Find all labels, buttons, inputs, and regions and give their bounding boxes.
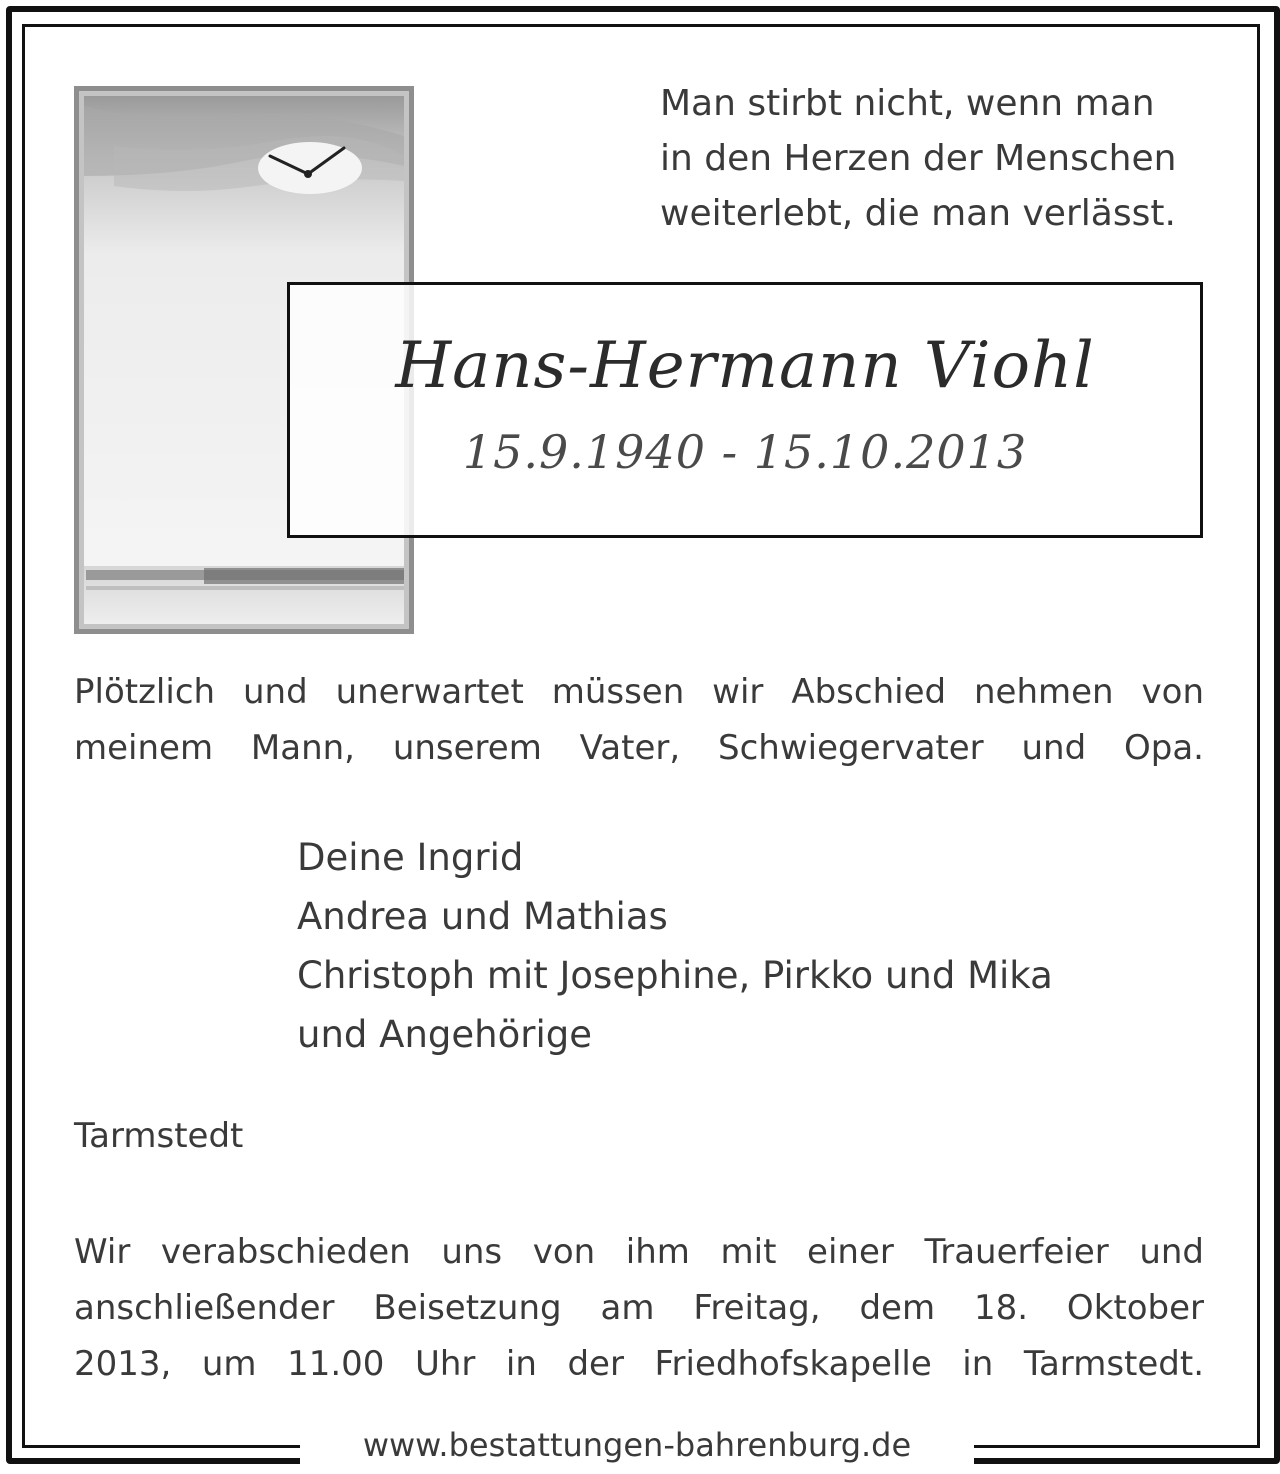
- quote-line: Man stirbt nicht, wenn man: [660, 83, 1155, 124]
- mourner-line: Andrea und Mathias: [297, 895, 668, 938]
- mourners-list: [297, 828, 1197, 1064]
- footer-url[interactable]: www.bestattungen-bahrenburg.de: [362, 1426, 912, 1464]
- service-line: 2013, um 11.00 Uhr in der Friedhofskapelle in Tarmstedt.: [74, 1344, 1204, 1384]
- life-dates: 15.9.1940 - 15.10.2013: [462, 425, 1028, 479]
- service-line: Wir verabschieden uns von ihm mit einer Trauerfeier und: [74, 1232, 1204, 1272]
- announcement-line: Plötzlich und unerwartet müssen wir Abschied nehmen von: [74, 672, 1204, 712]
- announcement-line: meinem Mann, unserem Vater, Schwiegervater und Opa.: [74, 728, 1204, 768]
- quote-line: in den Herzen der Menschen: [660, 138, 1177, 179]
- announcement-text: [74, 664, 1204, 776]
- service-line: anschließender Beisetzung am Freitag, dem 18. Oktober: [74, 1288, 1204, 1328]
- place-name: Tarmstedt: [74, 1116, 244, 1156]
- mourner-line: Christoph mit Josephine, Pirkko und Mika: [297, 954, 1053, 997]
- quote-line: weiterlebt, die man verlässt.: [660, 193, 1176, 234]
- deceased-name: Hans-Hermann Viohl: [395, 329, 1095, 403]
- mourner-line: und Angehörige: [297, 1013, 592, 1056]
- name-box: [287, 282, 1203, 538]
- service-text: [74, 1224, 1204, 1392]
- mourner-line: Deine Ingrid: [297, 836, 524, 879]
- memorial-quote: [660, 76, 1220, 241]
